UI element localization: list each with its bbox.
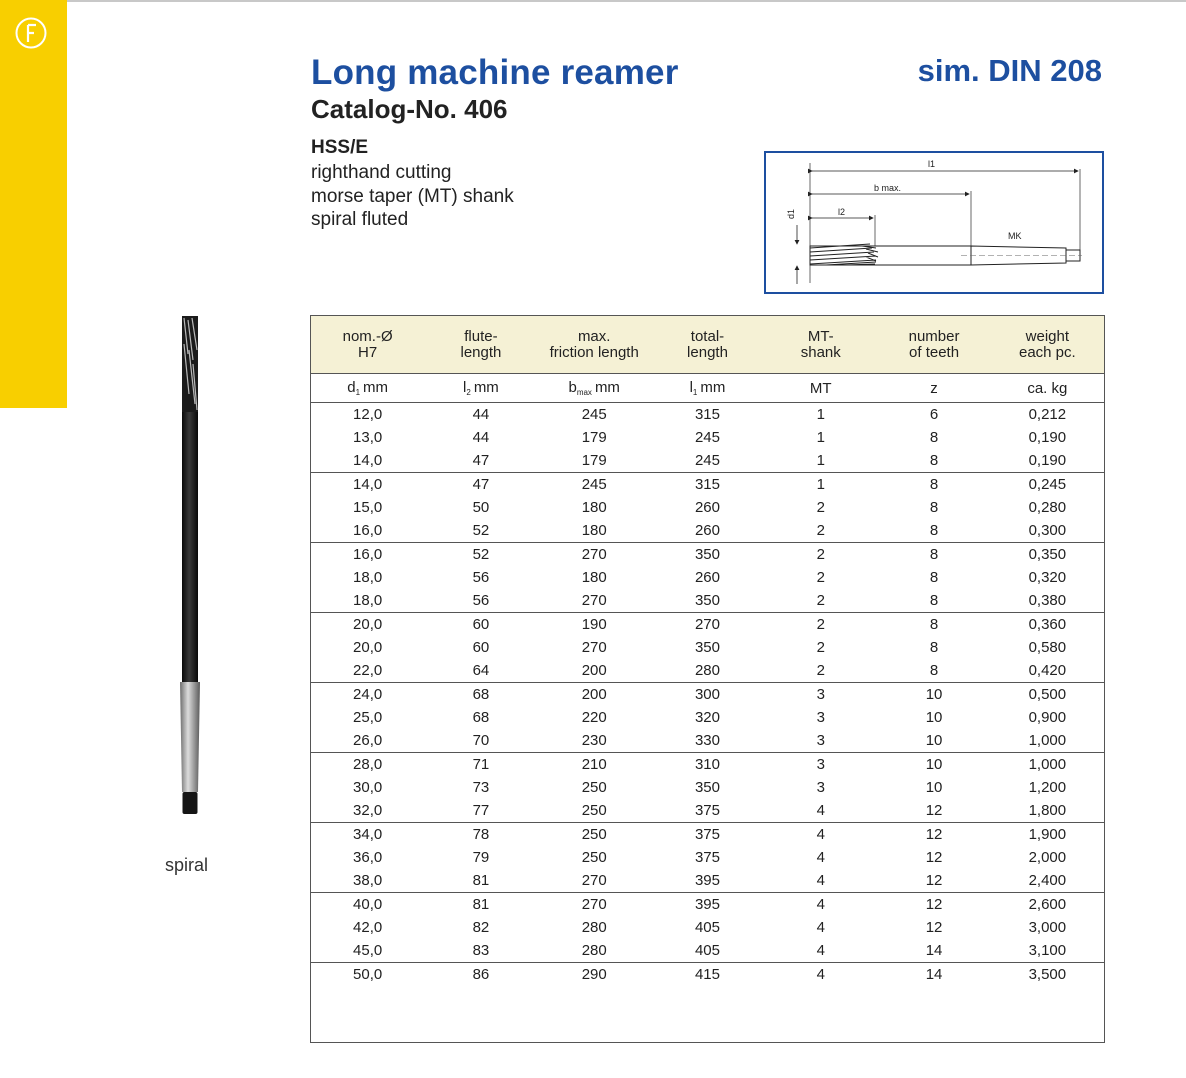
unit-subscript: 1	[692, 388, 698, 397]
column-header-line: MT-	[807, 327, 834, 345]
table-cell: 3,500	[991, 963, 1104, 987]
table-row	[311, 869, 1104, 893]
table-cell: 4	[764, 893, 877, 917]
table-cell: 0,280	[1028, 499, 1067, 516]
table-cell: 270	[581, 639, 607, 656]
table-cell: 4	[816, 802, 825, 819]
unit-symbol: b	[568, 379, 577, 396]
column-header	[991, 316, 1104, 374]
table-cell: 8	[929, 429, 939, 446]
table-cell: 290	[538, 963, 651, 987]
table-cell: 52	[424, 543, 537, 567]
table-cell: 12	[877, 823, 990, 847]
column-header-line: weight	[1025, 327, 1070, 345]
table-cell: 64	[472, 662, 490, 679]
table-cell: 230	[581, 732, 607, 749]
table-cell: 73	[472, 779, 490, 796]
table-cell: 14	[877, 963, 990, 987]
table-cell: 26,0	[353, 732, 383, 749]
table-cell: 2	[764, 613, 877, 637]
table-row	[311, 403, 1104, 427]
standard-label: sim. DIN 208	[917, 53, 1102, 88]
table-cell: 2,400	[1028, 872, 1067, 889]
table-cell: 83	[472, 942, 490, 959]
table-cell: 350	[651, 543, 764, 567]
table-cell: 16,0	[353, 522, 383, 539]
column-header-line: length	[687, 343, 728, 361]
table-cell: 1	[764, 473, 877, 497]
table-cell: 10	[925, 779, 943, 796]
table-units-row	[311, 374, 1104, 403]
column-header	[424, 316, 537, 374]
table-cell: 350	[694, 639, 720, 656]
table-cell: 86	[424, 963, 537, 987]
column-header-line: number	[908, 327, 960, 345]
table-cell: 3	[764, 753, 877, 777]
unit-symbol: l	[689, 379, 693, 396]
table-cell: 78	[424, 823, 537, 847]
column-unit	[877, 374, 990, 403]
feature-item: morse taper (MT) shank	[311, 185, 514, 207]
table-row	[311, 823, 1104, 847]
table-cell: 3,100	[1028, 942, 1067, 959]
table-cell: 375	[651, 823, 764, 847]
table-cell: 200	[538, 683, 651, 707]
table-cell: 8	[929, 592, 939, 609]
table-row	[311, 683, 1104, 707]
table-cell: 18,0	[353, 592, 383, 609]
table-cell: 245	[538, 473, 651, 497]
table-cell: 270	[538, 543, 651, 567]
column-header	[538, 316, 651, 374]
column-header-line: friction length	[549, 343, 639, 361]
table-cell: 24,0	[311, 683, 424, 707]
table-cell: 4	[816, 942, 825, 959]
column-unit	[538, 374, 651, 403]
column-unit	[991, 374, 1104, 403]
table-cell: 375	[694, 802, 720, 819]
table-cell: 0,245	[991, 473, 1104, 497]
table-cell: 20,0	[311, 613, 424, 637]
table-cell: 1,000	[991, 753, 1104, 777]
table-cell: 8	[929, 662, 939, 679]
table-cell: 405	[694, 919, 720, 936]
table-cell: 8	[877, 613, 990, 637]
table-cell: 12	[925, 919, 943, 936]
unit-symbol: z	[930, 379, 938, 397]
table-cell: 245	[694, 452, 720, 469]
label-bmax: b max.	[874, 183, 902, 193]
table-cell: 0,190	[1028, 429, 1067, 446]
table-cell: 280	[581, 919, 607, 936]
table-cell: 0,300	[1028, 522, 1067, 539]
table-cell: 2	[816, 569, 825, 586]
table-cell: 250	[581, 779, 607, 796]
table-cell: 190	[538, 613, 651, 637]
label-d1: d1	[786, 208, 796, 219]
table-cell: 200	[581, 662, 607, 679]
table-cell: 2,000	[1028, 849, 1067, 866]
feature-item: spiral fluted	[311, 209, 409, 230]
table-cell: 30,0	[353, 779, 383, 796]
table-cell: 18,0	[353, 569, 383, 586]
column-header-line: each pc.	[1018, 343, 1076, 361]
table-cell: 28,0	[311, 753, 424, 777]
table-cell: 180	[581, 569, 607, 586]
reamer-tang	[183, 792, 198, 814]
table-cell: 1,200	[1028, 779, 1067, 796]
table-cell: 12	[925, 872, 943, 889]
table-cell: 3,000	[1028, 919, 1067, 936]
table-cell: 44	[472, 406, 490, 423]
table-cell: 405	[694, 942, 720, 959]
table-cell: 0,580	[1028, 639, 1067, 656]
table-cell: 245	[694, 429, 720, 446]
table-cell: 71	[424, 753, 537, 777]
table-cell: 10	[877, 683, 990, 707]
brand-logo-icon	[14, 16, 48, 50]
unit-text: mm	[700, 379, 726, 396]
table-cell: 270	[581, 592, 607, 609]
image-caption: spiral	[165, 855, 209, 875]
table-row	[311, 496, 1104, 519]
unit-symbol: d	[347, 379, 356, 396]
table-cell: 0,360	[991, 613, 1104, 637]
table-row	[311, 426, 1104, 449]
table-cell: 68	[472, 709, 490, 726]
table-cell: 4	[816, 849, 825, 866]
table-cell: 15,0	[353, 499, 383, 516]
table-cell: 315	[694, 406, 720, 423]
table-cell: 8	[929, 569, 939, 586]
column-unit	[311, 374, 424, 403]
table-cell: 1	[816, 406, 825, 423]
table-cell: 245	[581, 406, 607, 423]
table-cell: 0,190	[1028, 452, 1067, 469]
table-cell: 250	[538, 823, 651, 847]
table-cell: 179	[581, 452, 607, 469]
column-header	[651, 316, 764, 374]
unit-symbol: l	[463, 379, 467, 396]
table-cell: 50	[472, 499, 490, 516]
reamer-drawing-svg	[766, 153, 1102, 292]
table-row	[311, 729, 1104, 753]
top-rule	[0, 0, 1186, 2]
table-cell: 3	[816, 779, 825, 796]
table-cell: 56	[472, 569, 490, 586]
table-cell: 1,800	[1028, 802, 1067, 819]
table-cell: 34,0	[311, 823, 424, 847]
table-header-row	[311, 316, 1104, 374]
table-cell: 315	[651, 473, 764, 497]
table-cell: 2	[816, 639, 825, 656]
table-cell: 8	[929, 639, 939, 656]
table-cell: 77	[472, 802, 490, 819]
column-header-line: shank	[800, 343, 841, 361]
table-row	[311, 566, 1104, 589]
table-cell: 25,0	[353, 709, 383, 726]
column-header-line: H7	[358, 343, 378, 361]
table-cell: 250	[581, 802, 607, 819]
technical-drawing	[764, 151, 1104, 294]
table-cell: 395	[694, 872, 720, 889]
table-row	[311, 706, 1104, 729]
table-row	[311, 613, 1104, 637]
unit-symbol: MT	[809, 379, 832, 397]
table-cell: 179	[581, 429, 607, 446]
table-cell: 320	[694, 709, 720, 726]
material-label: HSS/E	[311, 137, 369, 158]
table-cell: 8	[929, 452, 939, 469]
table-cell: 220	[581, 709, 607, 726]
table-cell: 0,212	[1028, 406, 1067, 423]
table-cell: 70	[472, 732, 490, 749]
table-cell: 14	[925, 942, 943, 959]
unit-subscript: max	[576, 388, 592, 397]
table-cell: 2	[764, 543, 877, 567]
table-cell: 8	[877, 543, 990, 567]
column-unit	[651, 374, 764, 403]
column-header-line: flute-	[464, 327, 498, 345]
table-body	[311, 403, 1104, 987]
table-cell: 415	[651, 963, 764, 987]
table-cell: 52	[472, 522, 490, 539]
table-cell: 50,0	[311, 963, 424, 987]
table-cell: 180	[581, 522, 607, 539]
table-cell: 44	[472, 429, 490, 446]
table-cell: 1,900	[991, 823, 1104, 847]
table-cell: 3	[816, 732, 825, 749]
table-cell: 6	[929, 406, 939, 423]
table-cell: 1	[816, 429, 825, 446]
unit-text: mm	[473, 379, 499, 396]
table-cell: 36,0	[353, 849, 383, 866]
table-cell: 4	[816, 919, 825, 936]
table-cell: 32,0	[353, 802, 383, 819]
reamer-photo	[170, 314, 206, 818]
table-cell: 8	[877, 473, 990, 497]
table-cell: 12	[925, 802, 943, 819]
table-row	[311, 939, 1104, 963]
table-cell: 210	[538, 753, 651, 777]
table-cell: 81	[424, 893, 537, 917]
table-row	[311, 893, 1104, 917]
table-cell: 260	[694, 522, 720, 539]
table-cell: 2	[816, 592, 825, 609]
brand-side-bar	[0, 0, 67, 408]
table-cell: 1,000	[1028, 732, 1067, 749]
column-header-line: max.	[577, 327, 611, 345]
table-cell: 47	[472, 452, 490, 469]
table-cell: 42,0	[353, 919, 383, 936]
table-cell: 12	[877, 893, 990, 917]
table-cell: 180	[581, 499, 607, 516]
spec-table	[310, 315, 1105, 1043]
table-cell: 2	[816, 499, 825, 516]
table-row	[311, 753, 1104, 777]
table-row	[311, 963, 1104, 987]
table-cell: 3	[764, 683, 877, 707]
table-cell: 260	[694, 569, 720, 586]
table-cell: 260	[694, 499, 720, 516]
table-cell: 12,0	[353, 406, 383, 423]
table-cell: 270	[538, 893, 651, 917]
table-cell: 16,0	[311, 543, 424, 567]
table-cell: 45,0	[353, 942, 383, 959]
table-row	[311, 543, 1104, 567]
table-row	[311, 636, 1104, 659]
column-header-line: total-	[690, 327, 725, 345]
table-cell: 13,0	[353, 429, 383, 446]
table-cell: 20,0	[353, 639, 383, 656]
table-row	[311, 473, 1104, 497]
unit-symbol: ca. kg	[1027, 379, 1068, 397]
reamer-shank	[180, 682, 200, 792]
table-row	[311, 916, 1104, 939]
label-l2: l2	[838, 207, 846, 217]
table-cell: 82	[472, 919, 490, 936]
table-cell: 330	[694, 732, 720, 749]
table-cell: 4	[816, 872, 825, 889]
label-mk: MK	[1008, 231, 1022, 241]
table-cell: 38,0	[353, 872, 383, 889]
table-cell: 2,600	[991, 893, 1104, 917]
table-cell: 4	[764, 823, 877, 847]
unit-subscript: 1	[355, 388, 361, 397]
table-cell: 56	[472, 592, 490, 609]
column-header-line: of teeth	[909, 343, 960, 361]
table-cell: 3	[816, 709, 825, 726]
table-cell: 270	[581, 872, 607, 889]
unit-subscript: 2	[466, 388, 471, 397]
column-unit	[424, 374, 537, 403]
table-row	[311, 799, 1104, 823]
table-row	[311, 519, 1104, 543]
column-header	[311, 316, 424, 374]
table-cell: 81	[472, 872, 490, 889]
label-l1: l1	[928, 159, 936, 169]
table-cell: 0,900	[1028, 709, 1067, 726]
table-cell: 310	[651, 753, 764, 777]
table-cell: 0,500	[991, 683, 1104, 707]
table-cell: 8	[929, 499, 939, 516]
table-cell: 1	[816, 452, 825, 469]
table-cell: 14,0	[353, 452, 383, 469]
page-title: Long machine reamer	[311, 53, 679, 92]
table-cell: 12	[925, 849, 943, 866]
table-cell: 250	[581, 849, 607, 866]
table-cell: 10	[925, 709, 943, 726]
column-header	[877, 316, 990, 374]
table-cell: 60	[424, 613, 537, 637]
feature-list	[311, 161, 514, 232]
table-cell: 0,320	[1028, 569, 1067, 586]
table-cell: 10	[877, 753, 990, 777]
table-cell: 375	[694, 849, 720, 866]
table-cell: 350	[694, 592, 720, 609]
table-cell: 14,0	[311, 473, 424, 497]
table-row	[311, 449, 1104, 473]
feature-item: righthand cutting	[311, 162, 452, 183]
table-cell: 280	[694, 662, 720, 679]
table-cell: 0,350	[991, 543, 1104, 567]
column-header-line: nom.-Ø	[342, 327, 393, 345]
table-cell: 395	[651, 893, 764, 917]
reamer-neck	[182, 412, 198, 682]
catalog-number: Catalog-No. 406	[311, 94, 508, 124]
table-cell: 0,380	[1028, 592, 1067, 609]
table-cell: 8	[929, 522, 939, 539]
column-header-line: length	[460, 343, 502, 361]
table-cell: 350	[694, 779, 720, 796]
column-unit	[764, 374, 877, 403]
table-cell: 270	[651, 613, 764, 637]
unit-text: mm	[363, 379, 389, 396]
table-cell: 4	[764, 963, 877, 987]
table-cell: 68	[424, 683, 537, 707]
table-cell: 40,0	[311, 893, 424, 917]
table-cell: 79	[472, 849, 490, 866]
unit-text: mm	[594, 379, 620, 396]
table-cell: 2	[816, 662, 825, 679]
table-cell: 0,420	[1028, 662, 1067, 679]
table-cell: 10	[925, 732, 943, 749]
table-row	[311, 659, 1104, 683]
table-row	[311, 776, 1104, 799]
table-cell: 22,0	[353, 662, 383, 679]
table-cell: 280	[581, 942, 607, 959]
table-row	[311, 589, 1104, 613]
table-row	[311, 846, 1104, 869]
table-cell: 60	[472, 639, 490, 656]
table-cell: 300	[651, 683, 764, 707]
column-header	[764, 316, 877, 374]
table-cell: 47	[424, 473, 537, 497]
table-cell: 2	[816, 522, 825, 539]
